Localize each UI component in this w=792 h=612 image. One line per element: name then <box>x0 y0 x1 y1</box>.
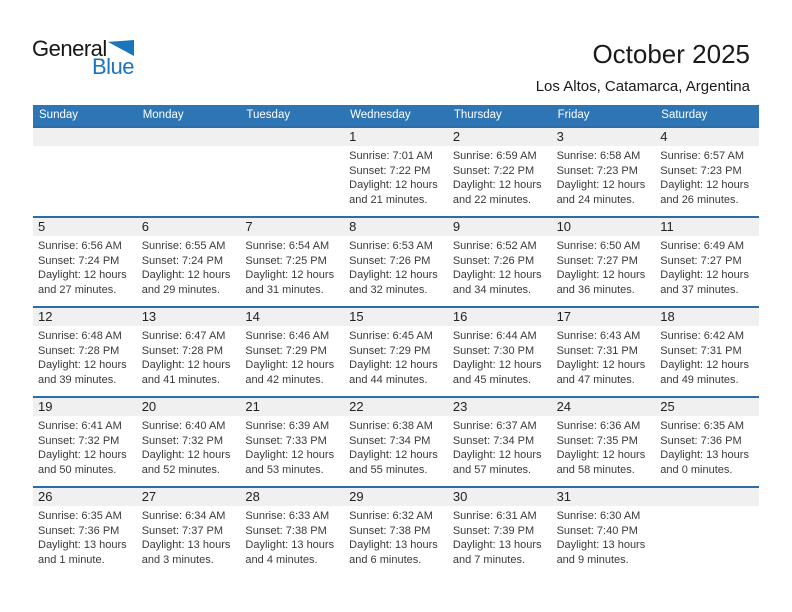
daylight-text-line1: Daylight: 13 hours <box>660 449 749 461</box>
day-header-wednesday: Wednesday <box>350 109 411 121</box>
sunset-text: Sunset: 7:27 PM <box>660 254 742 267</box>
sunset-text: Sunset: 7:24 PM <box>141 254 224 267</box>
sunset-text: Sunset: 7:37 PM <box>141 524 224 537</box>
day-number: 14 <box>245 309 260 324</box>
daylight-text-line2: and 49 minutes. <box>660 373 739 386</box>
sunrise-text: Sunrise: 6:45 AM <box>349 330 433 342</box>
daylight-text-line2: and 21 minutes. <box>349 193 428 206</box>
sunrise-text: Sunrise: 6:32 AM <box>349 510 433 522</box>
sunset-text: Sunset: 7:36 PM <box>660 434 742 447</box>
day-number: 7 <box>245 219 253 234</box>
daylight-text-line1: Daylight: 12 hours <box>245 449 335 461</box>
day-header-friday: Friday <box>557 109 590 121</box>
daylight-text-line2: and 24 minutes. <box>556 193 635 206</box>
sunrise-text: Sunrise: 6:31 AM <box>452 510 537 522</box>
day-number: 17 <box>556 309 572 324</box>
daylight-text-line2: and 37 minutes. <box>660 283 739 296</box>
daylight-text-line2: and 6 minutes. <box>349 553 422 566</box>
sunrise-text: Sunrise: 6:44 AM <box>452 330 537 342</box>
date-row <box>33 308 759 326</box>
day-cell <box>137 506 241 567</box>
daylight-text-line2: and 1 minute. <box>38 553 105 566</box>
sunrise-text: Sunrise: 6:36 AM <box>556 420 641 432</box>
daylight-text-line2: and 50 minutes. <box>38 463 117 476</box>
calendar-table <box>33 105 759 576</box>
day-number: 28 <box>245 489 260 504</box>
sunrise-text: Sunrise: 6:47 AM <box>141 330 226 342</box>
sunrise-text: Sunrise: 6:55 AM <box>141 240 226 252</box>
daylight-text-line1: Daylight: 12 hours <box>349 449 438 461</box>
day-cell <box>240 416 344 477</box>
sunrise-text: Sunrise: 6:37 AM <box>452 420 537 432</box>
sunset-text: Sunset: 7:23 PM <box>660 164 742 177</box>
daylight-text-line1: Daylight: 13 hours <box>245 539 335 551</box>
day-number <box>137 128 241 146</box>
day-cell <box>448 146 552 207</box>
week-row <box>33 396 759 486</box>
sunset-text: Sunset: 7:27 PM <box>556 254 638 267</box>
daylight-text-line1: Daylight: 12 hours <box>349 269 438 281</box>
info-row <box>33 326 759 387</box>
sunrise-text: Sunrise: 6:54 AM <box>245 240 330 252</box>
daylight-text-line1: Daylight: 12 hours <box>660 179 749 191</box>
day-number: 8 <box>349 219 357 234</box>
daylight-text-line2: and 44 minutes. <box>349 373 428 386</box>
day-cell <box>655 326 759 387</box>
daylight-text-line2: and 32 minutes. <box>349 283 428 296</box>
date-row <box>33 218 759 236</box>
day-cell <box>655 416 759 477</box>
daylight-text-line2: and 9 minutes. <box>556 553 629 566</box>
daylight-text-line1: Daylight: 13 hours <box>38 539 127 551</box>
daylight-text-line2: and 53 minutes. <box>245 463 324 476</box>
daylight-text-line2: and 7 minutes. <box>452 553 525 566</box>
sunset-text: Sunset: 7:29 PM <box>245 344 327 357</box>
day-cell <box>344 416 448 477</box>
day-header-monday: Monday <box>142 109 184 121</box>
sunset-text: Sunset: 7:29 PM <box>349 344 431 357</box>
sunrise-text: Sunrise: 6:33 AM <box>245 510 330 522</box>
daylight-text-line2: and 39 minutes. <box>38 373 117 386</box>
daylight-text-line2: and 47 minutes. <box>556 373 635 386</box>
day-cell <box>552 506 656 567</box>
sunset-text: Sunset: 7:35 PM <box>556 434 638 447</box>
daylight-text-line1: Daylight: 12 hours <box>452 359 542 371</box>
day-cell <box>448 506 552 567</box>
day-number: 9 <box>452 219 461 234</box>
day-cell <box>240 326 344 387</box>
sunrise-text: Sunrise: 6:35 AM <box>660 420 745 432</box>
daylight-text-line1: Daylight: 12 hours <box>556 269 646 281</box>
day-header-tuesday: Tuesday <box>246 109 291 121</box>
day-cell <box>137 416 241 477</box>
daylight-text-line1: Daylight: 12 hours <box>452 179 542 191</box>
sunrise-text: Sunrise: 7:01 AM <box>349 150 433 162</box>
sunrise-text: Sunrise: 6:35 AM <box>38 510 122 522</box>
day-number: 12 <box>38 309 53 324</box>
day-cell <box>655 146 759 207</box>
daylight-text-line2: and 52 minutes. <box>141 463 220 476</box>
day-number: 16 <box>452 309 468 324</box>
day-cell <box>137 146 241 207</box>
daylight-text-line1: Daylight: 12 hours <box>556 179 646 191</box>
daylight-text-line1: Daylight: 12 hours <box>556 359 646 371</box>
day-number: 4 <box>660 129 668 144</box>
day-header-saturday: Saturday <box>661 109 708 121</box>
daylight-text-line2: and 22 minutes. <box>452 193 532 206</box>
day-cell <box>33 506 137 567</box>
sunset-text: Sunset: 7:28 PM <box>38 344 120 357</box>
day-number: 3 <box>556 129 564 144</box>
date-row <box>33 128 759 146</box>
sunset-text: Sunset: 7:23 PM <box>556 164 638 177</box>
day-cell <box>137 236 241 297</box>
daylight-text-line1: Daylight: 12 hours <box>349 179 438 191</box>
sunset-text: Sunset: 7:36 PM <box>38 524 120 537</box>
sunrise-text: Sunrise: 6:42 AM <box>660 330 745 342</box>
daylight-text-line1: Daylight: 12 hours <box>141 449 231 461</box>
sunrise-text: Sunrise: 6:39 AM <box>245 420 330 432</box>
sunset-text: Sunset: 7:34 PM <box>349 434 431 447</box>
sunrise-text: Sunrise: 6:50 AM <box>556 240 641 252</box>
day-number: 6 <box>141 219 149 234</box>
daylight-text-line1: Daylight: 12 hours <box>349 359 438 371</box>
day-cell <box>33 326 137 387</box>
day-number: 31 <box>556 489 572 504</box>
day-cell <box>344 326 448 387</box>
sunrise-text: Sunrise: 6:38 AM <box>349 420 433 432</box>
sunset-text: Sunset: 7:22 PM <box>349 164 431 177</box>
daylight-text-line1: Daylight: 13 hours <box>349 539 438 551</box>
week-row <box>33 486 759 576</box>
sunset-text: Sunset: 7:32 PM <box>38 434 120 447</box>
day-number <box>33 128 137 146</box>
sunset-text: Sunset: 7:38 PM <box>349 524 431 537</box>
info-row <box>33 506 759 567</box>
daylight-text-line2: and 41 minutes. <box>141 373 220 386</box>
day-cell <box>240 506 344 567</box>
daylight-text-line2: and 58 minutes. <box>556 463 635 476</box>
week-row <box>33 126 759 216</box>
sunset-text: Sunset: 7:31 PM <box>660 344 742 357</box>
day-cell <box>344 506 448 567</box>
day-cell <box>240 146 344 207</box>
day-cell <box>655 506 759 567</box>
day-number: 19 <box>38 399 53 414</box>
info-row <box>33 146 759 207</box>
day-cell <box>33 416 137 477</box>
day-cell <box>655 236 759 297</box>
sunset-text: Sunset: 7:26 PM <box>349 254 431 267</box>
sunset-text: Sunset: 7:32 PM <box>141 434 224 447</box>
sunrise-text: Sunrise: 6:57 AM <box>660 150 745 162</box>
sunrise-text: Sunrise: 6:34 AM <box>141 510 226 522</box>
daylight-text-line1: Daylight: 13 hours <box>556 539 646 551</box>
daylight-text-line1: Daylight: 12 hours <box>38 359 127 371</box>
day-cell <box>448 326 552 387</box>
sunset-text: Sunset: 7:26 PM <box>452 254 535 267</box>
sunrise-text: Sunrise: 6:58 AM <box>556 150 641 162</box>
week-row <box>33 216 759 306</box>
daylight-text-line1: Daylight: 12 hours <box>141 359 231 371</box>
logo-text-blue: Blue <box>91 54 134 79</box>
day-number: 29 <box>349 489 364 504</box>
daylight-text-line2: and 34 minutes. <box>452 283 532 296</box>
day-cell <box>552 146 656 207</box>
daylight-text-line1: Daylight: 12 hours <box>141 269 231 281</box>
day-cell <box>137 326 241 387</box>
daylight-text-line2: and 55 minutes. <box>349 463 428 476</box>
daylight-text-line1: Daylight: 13 hours <box>141 539 231 551</box>
day-number: 1 <box>349 129 357 144</box>
day-number <box>240 128 344 146</box>
sunrise-text: Sunrise: 6:40 AM <box>141 420 226 432</box>
day-number: 25 <box>660 399 675 414</box>
week-row <box>33 306 759 396</box>
daylight-text-line1: Daylight: 12 hours <box>38 449 127 461</box>
day-number: 13 <box>141 309 157 324</box>
daylight-text-line1: Daylight: 13 hours <box>452 539 542 551</box>
general-blue-logo <box>32 38 134 77</box>
daylight-text-line1: Daylight: 12 hours <box>660 269 749 281</box>
sunset-text: Sunset: 7:38 PM <box>245 524 327 537</box>
day-header-thursday: Thursday <box>453 109 502 121</box>
day-number: 18 <box>660 309 675 324</box>
date-row <box>33 488 759 506</box>
day-number: 27 <box>141 489 157 504</box>
day-number <box>655 488 759 506</box>
day-number: 15 <box>349 309 364 324</box>
daylight-text-line2: and 27 minutes. <box>38 283 117 296</box>
daylight-text-line1: Daylight: 12 hours <box>452 449 542 461</box>
day-number: 24 <box>556 399 572 414</box>
day-header-sunday: Sunday <box>39 109 79 121</box>
day-cell <box>552 326 656 387</box>
daylight-text-line2: and 26 minutes. <box>660 193 739 206</box>
sunset-text: Sunset: 7:28 PM <box>141 344 224 357</box>
sunset-text: Sunset: 7:22 PM <box>452 164 535 177</box>
day-number: 22 <box>349 399 364 414</box>
day-number: 23 <box>452 399 468 414</box>
info-row <box>33 236 759 297</box>
daylight-text-line2: and 0 minutes. <box>660 463 733 476</box>
daylight-text-line2: and 3 minutes. <box>141 553 214 566</box>
daylight-text-line1: Daylight: 12 hours <box>660 359 749 371</box>
daylight-text-line2: and 4 minutes. <box>245 553 318 566</box>
sunrise-text: Sunrise: 6:41 AM <box>38 420 122 432</box>
sunrise-text: Sunrise: 6:53 AM <box>349 240 433 252</box>
daylight-text-line2: and 31 minutes. <box>245 283 324 296</box>
sunset-text: Sunset: 7:39 PM <box>452 524 535 537</box>
sunrise-text: Sunrise: 6:56 AM <box>38 240 122 252</box>
day-number: 20 <box>141 399 157 414</box>
daylight-text-line2: and 45 minutes. <box>452 373 532 386</box>
day-number: 5 <box>38 219 46 234</box>
day-number: 26 <box>38 489 53 504</box>
sunset-text: Sunset: 7:31 PM <box>556 344 638 357</box>
day-number: 11 <box>660 219 674 234</box>
sunrise-text: Sunrise: 6:48 AM <box>38 330 122 342</box>
day-header-row <box>33 105 759 126</box>
daylight-text-line1: Daylight: 12 hours <box>245 359 335 371</box>
sunrise-text: Sunrise: 6:30 AM <box>556 510 641 522</box>
sunset-text: Sunset: 7:24 PM <box>38 254 120 267</box>
sunset-text: Sunset: 7:30 PM <box>452 344 535 357</box>
day-cell <box>33 146 137 207</box>
day-cell <box>344 146 448 207</box>
day-number: 10 <box>556 219 572 234</box>
logo-text-general: General <box>32 36 107 61</box>
daylight-text-line2: and 42 minutes. <box>245 373 324 386</box>
sunrise-text: Sunrise: 6:52 AM <box>452 240 537 252</box>
page-title: October 2025 <box>592 39 750 69</box>
daylight-text-line2: and 29 minutes. <box>141 283 220 296</box>
day-cell <box>240 236 344 297</box>
daylight-text-line1: Daylight: 12 hours <box>245 269 335 281</box>
sunset-text: Sunset: 7:40 PM <box>556 524 638 537</box>
daylight-text-line2: and 57 minutes. <box>452 463 532 476</box>
day-cell <box>552 236 656 297</box>
date-row <box>33 398 759 416</box>
info-row <box>33 416 759 477</box>
day-cell <box>448 416 552 477</box>
day-number: 2 <box>452 129 461 144</box>
sunrise-text: Sunrise: 6:59 AM <box>452 150 537 162</box>
sunrise-text: Sunrise: 6:43 AM <box>556 330 641 342</box>
day-number: 30 <box>452 489 468 504</box>
page-subtitle: Los Altos, Catamarca, Argentina <box>535 78 750 95</box>
sunset-text: Sunset: 7:33 PM <box>245 434 327 447</box>
daylight-text-line1: Daylight: 12 hours <box>556 449 646 461</box>
daylight-text-line1: Daylight: 12 hours <box>452 269 542 281</box>
sunrise-text: Sunrise: 6:46 AM <box>245 330 330 342</box>
sunrise-text: Sunrise: 6:49 AM <box>660 240 745 252</box>
daylight-text-line2: and 36 minutes. <box>556 283 635 296</box>
sunset-text: Sunset: 7:25 PM <box>245 254 327 267</box>
day-cell <box>344 236 448 297</box>
daylight-text-line1: Daylight: 12 hours <box>38 269 127 281</box>
day-cell <box>448 236 552 297</box>
sunset-text: Sunset: 7:34 PM <box>452 434 535 447</box>
day-number: 21 <box>245 399 260 414</box>
calendar-weeks <box>33 126 759 576</box>
day-cell <box>33 236 137 297</box>
day-cell <box>552 416 656 477</box>
